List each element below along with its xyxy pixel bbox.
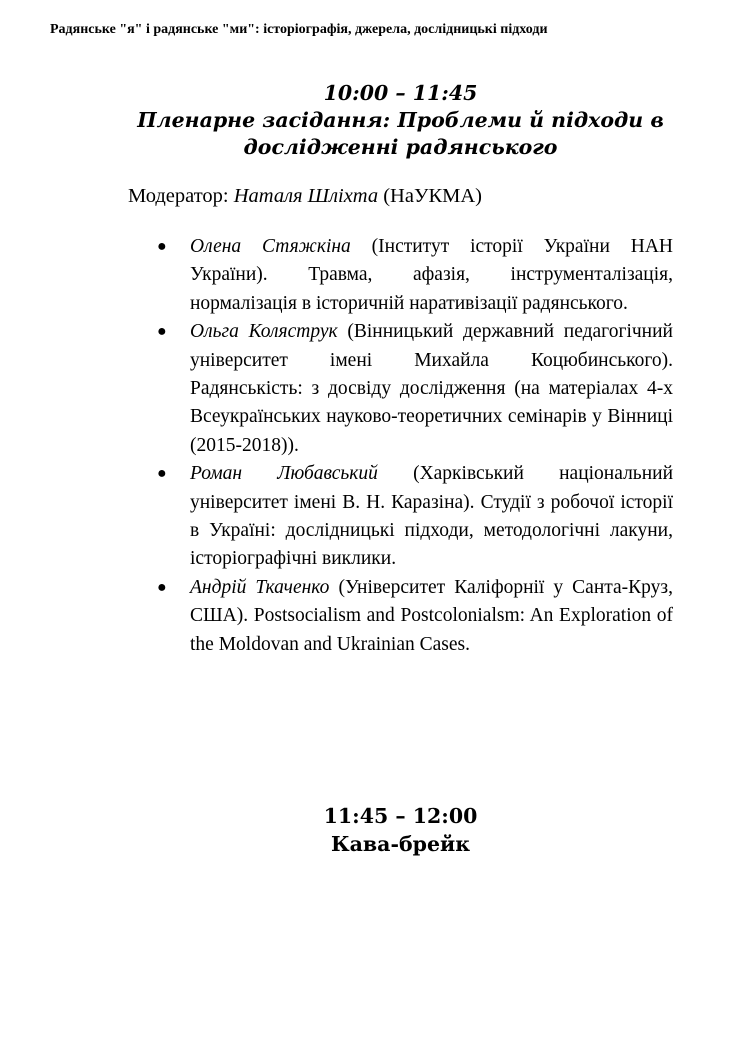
moderator-name: Наталя Шліхта [233,185,379,207]
speaker-text: (Вінницький державний педагогічний університет імені Михайла Коцюбинського). Радянськість: з досвіду дослідження (на матеріалах 4-х Всеукраїнських науково-теоретичних семінарів у Вінниці (2015-2018)). [190,321,673,456]
plenary-time: 10:00 – 11:45 [323,81,478,105]
plenary-session [128,80,673,659]
list-item [128,460,673,574]
coffee-break-label: Кава-брейк [330,832,471,856]
list-item [128,574,673,659]
speaker-text: (Харківський національний університет імені В. Н. Каразіна). Студії з робочої історії в Україні: дослідницькі підходи, методологічні лакуни, історіографічні виклики. [190,463,674,570]
speaker-text: (Університет Каліфорнії у Санта-Круз, США). Postsocialism and Postcolonialsm: An Exploration of the Moldovan and Ukrainian Cases. [190,576,673,655]
list-item [128,233,673,318]
speaker-name: Андрій Ткаченко [190,576,330,598]
moderator-affiliation: (НаУКМА) [378,185,483,207]
running-header: Радянське "я" і радянське "ми": історіографія, джерела, дослідницькі підходи [50,22,548,37]
plenary-title: Пленарне засідання: Проблеми й підходи в дослідженні радянського [137,108,664,159]
coffee-break [128,802,673,858]
coffee-break-time: 11:45 – 12:00 [323,804,478,828]
moderator-line [128,183,673,210]
bullet-icon: ● [157,238,167,255]
speaker-name: Роман Любавський [190,463,378,485]
speaker-name: Олена Стяжкіна [190,236,351,257]
speaker-name: Ольга Коляструк [190,321,338,343]
moderator-label: Модератор: [128,185,234,207]
bullet-icon: ● [157,323,167,341]
bullet-icon: ● [157,465,167,483]
speaker-list [128,233,673,659]
list-item [128,318,673,460]
speaker-text: (Інститут історії України НАН України). Травма, афазія, інструменталізація, нормалізація в історичній наративізації радянського. [190,236,673,314]
bullet-icon: ● [157,578,167,596]
